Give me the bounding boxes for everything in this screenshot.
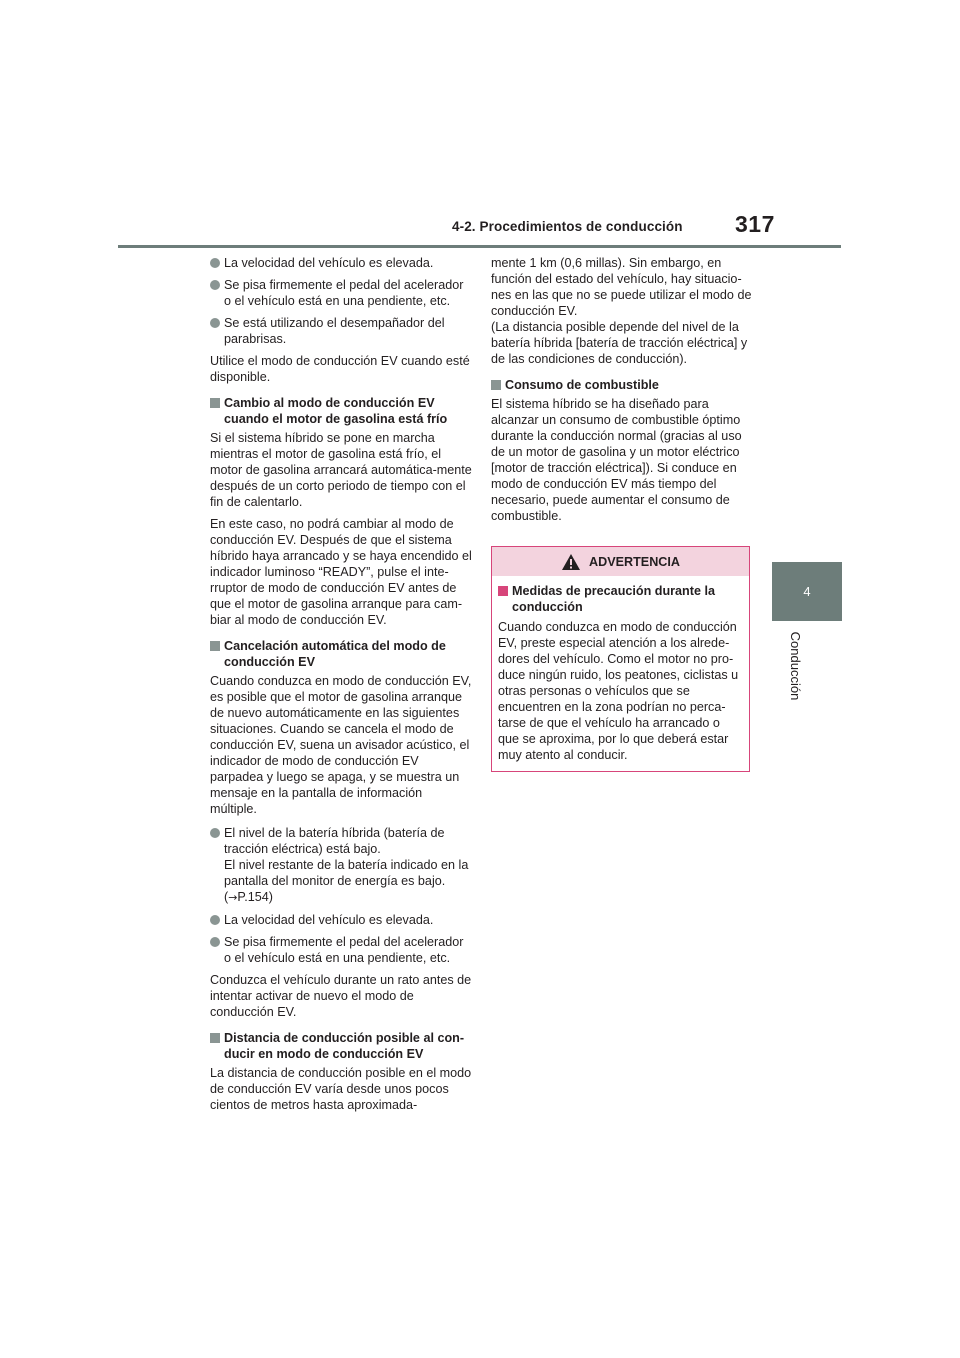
paragraph: (La distancia posible depende del nivel de la batería híbrida [batería de tracción eléctrica] y de las condiciones de conducción). — [491, 320, 748, 366]
warning-triangle-icon — [561, 553, 581, 571]
paragraph: La distancia de conducción posible en el modo de conducción EV varía desde unos pocos cientos de metros hasta aproximada- — [210, 1066, 472, 1112]
paragraph: En este caso, no podrá cambiar al modo de conducción EV. Después de que el sistema híbrido haya arrancado y se haya encendido el indicador luminoso “READY”, pulse el inte-rruptor de modo de conducción EV antes de que el motor de gasolina arranque para cam-biar al modo de conducción EV. — [210, 517, 472, 627]
section-heading: Distancia de conducción posible al con-ducir en modo de conducción EV — [210, 1030, 472, 1062]
chapter-tab-number: 4 — [803, 584, 811, 599]
list-item: La velocidad del vehículo es elevada. — [210, 912, 472, 928]
section-heading: Cancelación automática del modo de conducción EV — [210, 638, 472, 670]
bullet-dot — [210, 280, 220, 290]
bullet-dot — [210, 828, 220, 838]
section-heading: Cambio al modo de conducción EV cuando el motor de gasolina está frío — [210, 395, 472, 427]
warning-text: Cuando conduzca en modo de conducción EV, preste especial atención a los alrede-dores del vehículo. Como el motor no pro-duce ningún ruido, los peatones, ciclistas u otras personas o vehículos que se encuentren en la zona podrían no perca-tarse de que el vehículo ha arrancado o que se aproxima, por lo que deberá estar muy atento al conducir. — [498, 620, 739, 762]
paragraph: mente 1 km (0,6 millas). Sin embargo, en función del estado del vehículo, hay situacio-nes en las que no se puede utilizar el modo de conducción EV. — [491, 256, 752, 318]
warning-title: ADVERTENCIA — [589, 554, 680, 569]
paragraph: Utilice el modo de conducción EV cuando esté disponible. — [210, 354, 470, 384]
list-item: El nivel de la batería híbrida (batería de tracción eléctrica) está bajo. El nivel restante de la batería indicado en la pantalla del monitor de energía es bajo. (→P.154) — [210, 825, 472, 906]
list-item: La velocidad del vehículo es elevada. — [210, 255, 472, 271]
warning-heading: Medidas de precaución durante la conducción — [498, 583, 743, 615]
paragraph: El sistema híbrido se ha diseñado para alcanzar un consumo de combustible óptimo durante la conducción normal (gracias al uso de un motor de gasolina y un motor eléctrico [motor de tracción eléctrica]). Si conduce en modo de conducción EV más tiempo del necesario, puede aumentar el consumo de combustible. — [491, 397, 742, 523]
page-number: 317 — [735, 211, 775, 237]
left-column — [210, 255, 472, 1119]
paragraph: Conduzca el vehículo durante un rato antes de intentar activar de nuevo el modo de conducción EV. — [210, 973, 472, 1019]
warning-box — [491, 546, 750, 772]
heading-square — [498, 586, 508, 596]
bullet-dot — [210, 318, 220, 328]
warning-body — [492, 576, 749, 771]
heading-square — [491, 380, 501, 390]
header-rule — [118, 245, 841, 248]
heading-square — [210, 398, 220, 408]
bullet-dot — [210, 258, 220, 268]
page-ref-link[interactable]: P.154) — [237, 890, 273, 904]
paragraph: Si el sistema híbrido se pone en marcha mientras el motor de gasolina está frío, el motor de gasolina arrancará automática-mente después de un corto periodo de tiempo con el fin de calentarlo. — [210, 431, 472, 509]
list-item: Se está utilizando el desempañador del parabrisas. — [210, 315, 472, 347]
page-ref-arrow: → — [228, 891, 238, 904]
heading-square — [210, 641, 220, 651]
header-section-title: 4-2. Procedimientos de conducción — [452, 219, 683, 234]
chapter-tab[interactable] — [772, 562, 842, 621]
list-item: Se pisa firmemente el pedal del acelerador o el vehículo está en una pendiente, etc. — [210, 277, 472, 309]
section-heading: Consumo de combustible — [491, 377, 753, 393]
warning-header — [492, 547, 749, 576]
paragraph: Cuando conduzca en modo de conducción EV, es posible que el motor de gasolina arranque de nuevo automáticamente en las siguientes situaciones. Cuando se cancela el modo de conducción EV, suena un avisador acústico, el indicador de modo de conducción EV parpadea y luego se apaga, y se muestra un mensaje en la pantalla de información múltiple. — [210, 674, 472, 816]
list-item: Se pisa firmemente el pedal del acelerador o el vehículo está en una pendiente, etc. — [210, 934, 472, 966]
chapter-tab-label: Conducción — [788, 631, 803, 701]
bullet-dot — [210, 937, 220, 947]
heading-square — [210, 1033, 220, 1043]
bullet-dot — [210, 915, 220, 925]
right-column — [491, 255, 753, 772]
